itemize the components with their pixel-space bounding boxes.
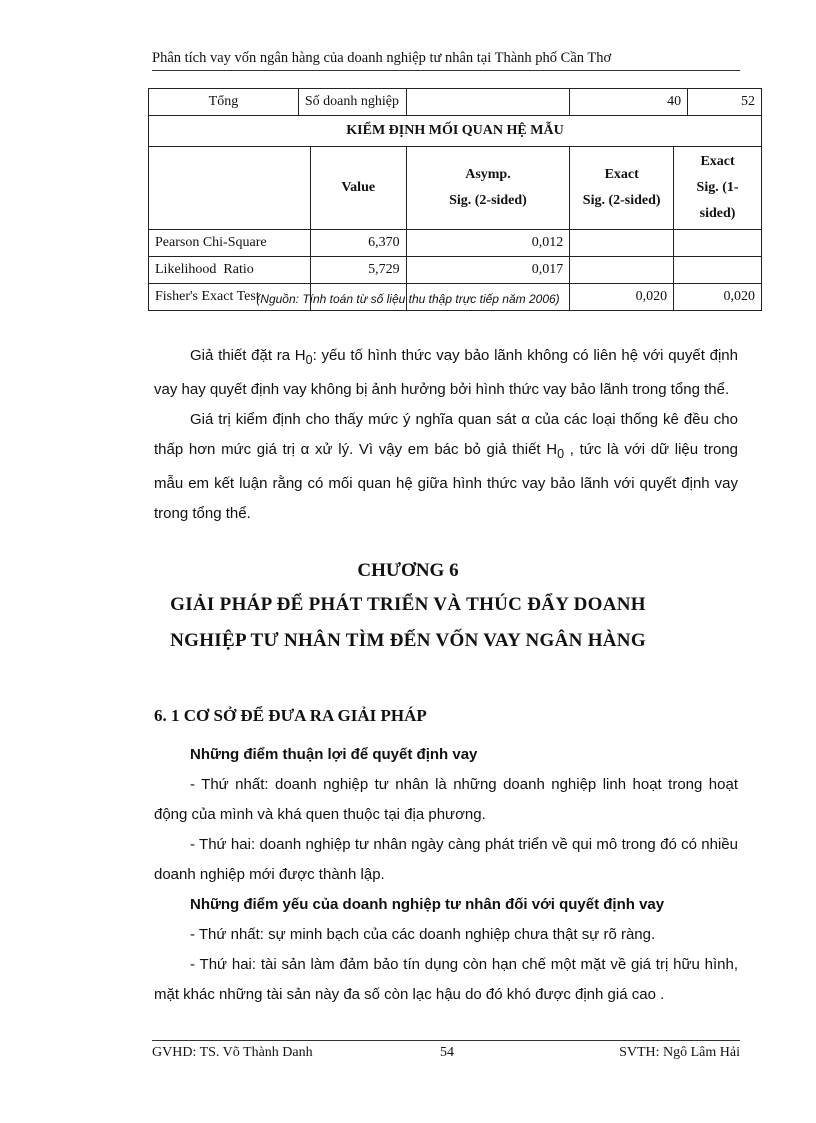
col-header-value: Value	[310, 147, 406, 230]
exact2-bottom: Sig. (2-sided)	[582, 193, 661, 208]
para1-text-rest: : yếu tố hình thức vay bảo lãnh không có liên hệ với quyết định vay hay quyết định vay không bị ảnh hưởng bởi hình thức vay bảo lãnh trong tổng thể.	[154, 347, 738, 398]
paragraph: - Thứ nhất: doanh nghiệp tư nhân là những doanh nghiệp linh hoạt trong hoạt động của mình và khá quen thuộc tại địa phương.	[154, 776, 738, 823]
section-body	[154, 740, 738, 1010]
paragraph: - Thứ hai: doanh nghiệp tư nhân ngày càng phát triển về qui mô trong đó có nhiều doanh nghiệp mới được thành lập.	[154, 836, 738, 883]
page-footer	[152, 1040, 740, 1060]
row-exact2	[570, 257, 674, 284]
total-sublabel: Số doanh nghiệp	[298, 89, 406, 116]
row-name: Fisher's Exact Test	[149, 284, 311, 311]
para2-text-rest: , tức là với dữ liệu trong mẫu em kết luận rằng có mối quan hệ giữa hình thức vay bảo lãnh với quyết định vay trong tổng thể.	[154, 441, 738, 522]
row-value: 6,370	[310, 230, 406, 257]
table-row	[149, 89, 762, 116]
para1-subscript: 0	[305, 353, 313, 367]
row-exact1: 0,020	[674, 284, 762, 311]
paragraph: - Thứ nhất: sự minh bạch của các doanh nghiệp chưa thật sự rõ ràng.	[190, 926, 656, 943]
subheading: Những điểm yếu của doanh nghiệp tư nhân đối với quyết định vay	[190, 896, 665, 913]
col-header-exact-1	[674, 147, 762, 230]
chapter-label: CHƯƠNG 6	[357, 560, 459, 581]
header-empty	[149, 147, 311, 230]
footer-student: SVTH: Ngô Lâm Hải	[619, 1045, 740, 1060]
header-title: Phân tích vay vốn ngân hàng của doanh nghiệp tư nhân tại Thành phố Cần Thơ	[152, 50, 612, 66]
col-header-exact-2	[570, 147, 674, 230]
total-value-2: 52	[688, 89, 762, 116]
asymp-top: Asymp.	[465, 167, 511, 182]
table-header-row	[149, 147, 762, 230]
table-source: (Nguồn: Tính toán từ số liệu thu thập trực tiếp năm 2006)	[256, 292, 560, 306]
para2-text: Giá trị kiểm định cho thấy mức ý nghĩa quan sát α của các loại thống kê đều cho thấp hơn mức giá trị α xử lý. Vì vậy em bác bỏ giả thiết H	[154, 411, 738, 458]
col-header-asymp	[406, 147, 570, 230]
para1-text: Giả thiết đặt ra H	[190, 347, 306, 364]
table-row	[149, 116, 762, 147]
para2-subscript: 0	[557, 447, 565, 461]
chapter-title-line1: GIẢI PHÁP ĐỂ PHÁT TRIỂN VÀ THÚC ĐẨY DOANH	[170, 594, 646, 615]
paragraph	[154, 341, 738, 405]
row-name: Pearson Chi-Square	[149, 230, 311, 257]
page-header	[152, 50, 740, 71]
table-title: KIỂM ĐỊNH MỐI QUAN HỆ MẪU	[149, 116, 762, 147]
row-asymp: 0,017	[406, 257, 570, 284]
row-exact2: 0,020	[570, 284, 674, 311]
paragraph: - Thứ hai: tài sản làm đảm bảo tín dụng còn hạn chế một mặt về giá trị hữu hình, mặt khác những tài sản này đa số còn lạc hậu do đó khó được định giá cao .	[154, 956, 738, 1003]
row-exact1	[674, 230, 762, 257]
row-exact2	[570, 230, 674, 257]
section-heading: 6. 1 CƠ SỞ ĐỂ ĐƯA RA GIẢI PHÁP	[154, 706, 427, 725]
exact2-top: Exact	[604, 167, 639, 182]
exact1-bottom: Sig. (1-sided)	[696, 180, 739, 221]
total-value-1: 40	[570, 89, 688, 116]
row-asymp: 0,012	[406, 230, 570, 257]
row-exact1	[674, 257, 762, 284]
row-value: 5,729	[310, 257, 406, 284]
asymp-bottom: Sig. (2-sided)	[449, 193, 527, 208]
subheading: Những điểm thuận lợi để quyết định vay	[190, 746, 478, 763]
row-name: Likelihood Ratio	[149, 257, 311, 284]
page-number: 54	[440, 1045, 454, 1060]
table-row	[149, 230, 762, 257]
chi-square-table	[148, 88, 762, 311]
total-label: Tổng	[149, 89, 299, 116]
footer-advisor: GVHD: TS. Võ Thành Danh	[152, 1045, 313, 1060]
total-empty	[406, 89, 570, 116]
exact1-top: Exact	[700, 154, 735, 169]
chapter-title-line2: NGHIỆP TƯ NHÂN TÌM ĐẾN VỐN VAY NGÂN HÀNG	[170, 630, 646, 651]
hypothesis-paragraphs	[154, 341, 738, 529]
table-row	[149, 257, 762, 284]
paragraph	[154, 405, 738, 529]
